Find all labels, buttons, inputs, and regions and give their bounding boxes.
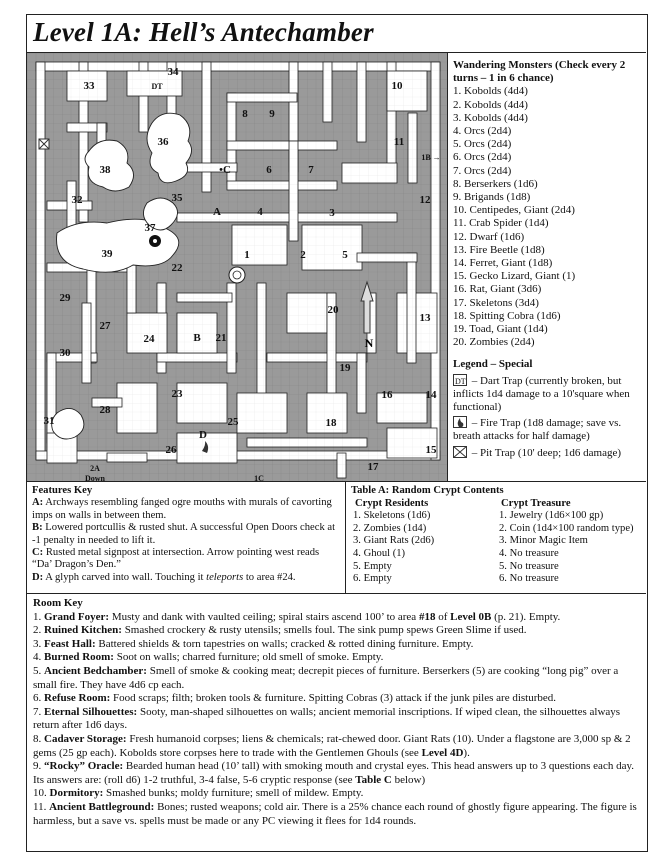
legend-item [453,416,645,443]
monster-entry: 13. Fire Beetle (1d8) [453,243,545,256]
legend-title: Legend – Special [453,358,533,371]
room-number: 8. [33,732,44,745]
map-room-label: 12 [419,194,431,206]
map-floor [177,383,227,423]
legend-list [453,374,645,460]
map-room-label: 14 [425,389,437,401]
monster-entry: 18. Spitting Cobra (1d6) [453,309,561,322]
map-floor [289,141,298,241]
divider [345,481,346,593]
feature-text: Lowered portcullis & rusted shut. A successful Open Doors check at -1 penalty in needed to lift it. [32,522,336,546]
room-entry [33,692,643,706]
room-text: Bearded human head (10’ tall) with smoking mouth and crystal eyes. This head answers up to 3 questions each day. Its answers are: (roll d6) 1-2 truthful, 3-4 false, 5-6 cryptic response (see [33,760,634,786]
monster-entry: 9. Brigands (1d8) [453,191,531,204]
crypt-treasure: 5. No treasure [499,560,559,572]
room-entry [33,651,643,665]
crypt-resident: 6. Empty [353,573,392,585]
room-number: 11. [33,800,50,813]
monster-entry: 17. Skeletons (3d4) [453,296,539,309]
map-floor [302,225,362,270]
room-entry [33,801,643,828]
map-room-label: 31 [43,415,55,427]
map-floor [117,383,157,433]
monster-entry: 15. Gecko Lizard, Giant (1) [453,270,576,283]
room-text: ). [463,746,470,759]
map-room-label: 11 [393,136,405,148]
monster-entry: 10. Centipedes, Giant (2d4) [453,204,575,217]
map-floor [227,141,337,150]
monster-entry: 16. Rat, Giant (3d6) [453,283,542,296]
monster-entry: 7. Orcs (2d4) [453,164,512,177]
title-bar [27,15,646,53]
feature-key: C: [32,547,44,559]
feature-key: A: [32,497,44,509]
map-floor [267,353,367,362]
map-floor [408,113,417,183]
crypt-treasure: 3. Minor Magic Item [499,535,588,547]
map-floor [337,453,346,478]
crypt-resident: 3. Giant Rats (2d6) [353,535,435,547]
spiral-stairs-icon [229,267,245,283]
room-name: Ancient Bedchamber: [44,664,147,677]
map-room-label: 32 [71,194,83,206]
room-number: 2. [33,624,44,637]
dungeon-map [27,53,448,481]
room-text: Sooty, man-shaped silhouettes on walls; ancient memorial inscriptions. If wiped clean, the silhouettes always return after 1d6 days. [33,705,621,732]
map-room-label: •C [219,164,231,176]
feature-text: A glyph carved into wall. Touching it [43,571,207,583]
monster-entry: 8. Berserkers (1d6) [453,177,538,190]
room-number: 9. [33,760,44,773]
map-room-label: DT [151,82,163,91]
crypt-treasure-header: Crypt Treasure [501,497,571,509]
map-room-label: 27 [99,320,111,332]
crypt-resident: 4. Ghoul (1) [353,547,406,559]
room-ref: #18 [418,610,436,623]
map-floor [247,438,367,447]
crypt-resident: 5. Empty [353,560,392,572]
feature-entry [32,547,340,572]
room-number: 4. [33,651,44,664]
map-room-label: 13 [419,312,431,324]
room-text: below) [391,773,426,786]
map-floor [237,393,287,433]
features-key [32,485,340,584]
legend-text: – Pit Trap (10' deep; 1d6 damage) [469,446,621,459]
map-room-label: 6 [266,164,272,176]
map-room-label: 21 [215,332,227,344]
map-floor [357,62,366,142]
room-entry [33,706,643,733]
room-key-list [33,611,643,829]
map-floor [107,453,147,462]
map-room-label: 1 [244,249,250,261]
map-room-label: 29 [59,292,71,304]
map-floor [36,62,440,71]
map-floor [407,253,416,363]
map-floor [157,353,237,362]
map-room-label: 25 [227,416,239,428]
room-name: Burned Room: [44,651,114,664]
map-room-label: 35 [171,192,183,204]
divider [27,481,646,482]
feature-entry [32,497,340,522]
room-number: 6. [33,692,44,705]
wandering-monsters-title: Wandering Monsters (Check every 2 turns – 1 in 6 chance) [453,59,626,85]
room-text: Musty and dank with vaulted ceiling; spiral stairs ascend 100’ to area [109,610,419,623]
features-title: Features Key [32,485,93,496]
map-room-label: 10 [391,80,403,92]
map-floor [202,62,211,192]
legend-text: – Dart Trap (currently broken, but inflicts 1d4 damage to a 10'square when functional) [453,374,630,414]
room-text: Smashed crockery & rusty utensils; smells foul. The sink pump spews Green Slime if used. [121,624,527,637]
monster-entry: 1. Kobolds (4d4) [453,85,528,98]
map-floor [357,353,366,413]
room-entry [33,611,643,625]
map-room-label: Down [84,474,106,481]
map-room-label: 16 [381,389,393,401]
legend-item [453,446,645,460]
map-room-label: 9 [269,108,275,120]
monster-entry: 11. Crab Spider (1d4) [453,217,549,230]
monster-entry: 3. Kobolds (4d4) [453,111,528,124]
pit-trap-icon [453,446,467,458]
page-frame [26,14,648,852]
monster-entry: 14. Ferret, Giant (1d8) [453,257,553,270]
room-name: Cadaver Storage: [44,732,127,745]
room-entry [33,787,643,801]
map-room-label: 36 [157,136,169,148]
dart-trap-icon [453,374,467,386]
crypt-resident: 2. Zombies (1d4) [353,522,427,534]
map-floor [82,303,91,383]
room-text: Battered shields & torn tapestries on walls; cracked & rotted dining furniture. Empty. [95,637,474,650]
legend-item [453,374,645,415]
crypt-residents-column [351,498,497,586]
map-room-label: 30 [59,347,71,359]
page-title: Level 1A: Hell’s Antechamber [33,17,374,47]
monster-entry: 20. Zombies (2d4) [453,336,535,349]
map-floor [36,62,45,460]
map-floor [357,253,417,262]
room-number: 10. [33,787,50,800]
map-floor [227,181,337,190]
map-room-label: 5 [342,249,348,261]
map-room-label: 3 [329,207,335,219]
room-number: 3. [33,637,44,650]
map-room-label: 38 [99,164,111,176]
room-text: Soot on walls; charred furniture; old smell of smoke. Empty. [113,651,384,664]
map-floor [36,451,440,460]
monster-entry: 12. Dwarf (1d6) [453,230,525,243]
monster-entry: 2. Kobolds (4d4) [453,98,528,111]
map-floor [397,293,437,353]
cave-area [52,408,84,439]
room-name: Feast Hall: [44,637,96,650]
map-room-label: 1B → [421,153,441,162]
room-number: 1. [33,610,44,623]
room-ref: Level 0B [450,610,492,623]
room-entry [33,638,643,652]
features-list [32,497,340,584]
room-name: Ancient Battleground: [49,800,155,813]
crypt-title: Table A: Random Crypt Contents [351,485,504,496]
map-floor [232,225,287,265]
room-text: (p. 21). Empty. [491,610,561,623]
map-floor [177,293,232,302]
map-floor [323,62,332,122]
map-floor [227,93,297,102]
map-room-label: 15 [425,444,437,456]
crypt-residents-header: Crypt Residents [355,497,429,509]
map-floor [287,293,327,333]
feature-text: Rusted metal signpost at intersection. Arrow pointing west reads “Da’ Dragon’s Den.” [32,547,320,571]
crypt-table [351,485,643,586]
map-room-label: 34 [167,66,179,78]
map-room-label: 18 [325,417,337,429]
feature-emphasis: teleports [206,571,244,583]
room-name: Eternal Silhouettes: [44,705,138,718]
map-room-label: 37 [144,222,156,234]
room-entry [33,760,643,787]
map-floor [342,163,397,183]
room-key-title: Room Key [33,597,83,609]
feature-entry [32,522,340,547]
crypt-treasure: 6. No treasure [499,573,559,585]
room-name: Refuse Room: [44,692,111,705]
room-number: 5. [33,664,44,677]
map-room-label: 23 [171,388,183,400]
map-room-label: 33 [83,80,95,92]
room-key [33,597,643,828]
map-room-label: 8 [242,108,248,120]
crypt-resident: 1. Skeletons (1d6) [353,510,431,522]
map-room-label: 39 [101,248,113,260]
map-room-label: B [193,332,201,344]
map-room-label: 20 [327,304,339,316]
room-text: Bones; rusted weapons; cold air. There is a 25% chance each round of ghostly figure appearing. The figure is harmless, but a save vs. spells must be made or any PC viewing it flees for 1d4 rounds. [33,800,637,827]
map-room-label: 22 [171,262,183,274]
monster-entry: 5. Orcs (2d4) [453,138,512,151]
map-floor [177,213,397,222]
room-text: of [435,610,451,623]
map-room-label: 7 [308,164,314,176]
room-name: Grand Foyer: [44,610,110,623]
map-room-label: 26 [165,444,177,456]
map-room-label: 28 [99,404,111,416]
fire-trap-icon [453,416,467,428]
feature-key: D: [32,571,44,583]
crypt-treasure: 2. Coin (1d4×100 random type) [499,522,634,534]
room-ref: Level 4D [421,746,464,759]
room-name: Ruined Kitchen: [44,624,122,637]
crypt-treasure-column [497,498,643,586]
legend-text: – Fire Trap (1d8 damage; save vs. breath attacks for half damage) [453,417,622,443]
monster-entry: 19. Toad, Giant (1d4) [453,323,548,336]
room-text: Smashed bunks; moldy furniture; smell of mildew. Empty. [103,787,364,800]
svg-text:N: N [364,336,374,350]
room-entry [33,733,643,760]
map-room-label: D [199,429,207,441]
room-text: Food scraps; filth; broken tools & furniture. Spitting Cobras (3) attack if the junk piles are disturbed. [110,692,557,705]
dungeon-map-svg [27,53,447,481]
map-room-label: 1C [254,474,264,481]
feature-text: Archways resembling fanged ogre mouths with murals of cavorting imps on walls in between them. [32,497,332,521]
map-room-label: 24 [143,333,155,345]
legend-tag: DT [455,376,466,386]
feature-entry [32,572,340,584]
map-room-label: 2A [90,464,100,473]
room-name: Dormitory: [49,787,104,800]
room-text: Smell of smoke & cooking meat; decrepit pieces of furniture. Berserkers (5) are cooking “long pig” over a small fire. They have 4d6 cp each. [33,664,619,691]
map-room-label: 4 [257,206,263,218]
room-entry [33,665,643,692]
divider [27,593,646,594]
room-entry [33,624,643,638]
room-text: Fresh humanoid corpses; liens & chemicals; rat-chewed door. Giant Rats (10). Under a flagstone are 3,000 sp & 2 gems (25 gp each). Kobolds store corpses here to trade with the Gentlemen Ghouls (see [33,732,631,759]
wandering-monsters-list [453,85,645,349]
feature-tail: to area #24. [243,571,296,583]
map-room-label: A [213,206,221,218]
wandering-monsters [453,59,645,460]
room-ref: Table C [355,773,392,786]
room-number: 7. [33,705,44,718]
crypt-treasure: 4. No treasure [499,547,559,559]
map-room-label: 2 [300,249,306,261]
map-room-label: 17 [367,461,379,473]
room-name: “Rocky” Oracle: [44,760,124,773]
feature-key: B: [32,522,43,534]
monster-entry: 6. Orcs (2d4) [453,151,512,164]
pit-trap-icon [39,139,49,149]
oracle-head-icon [149,235,161,247]
map-room-label: 19 [339,362,351,374]
crypt-treasure: 1. Jewelry (1d6×100 gp) [499,510,604,522]
monster-entry: 4. Orcs (2d4) [453,125,512,138]
